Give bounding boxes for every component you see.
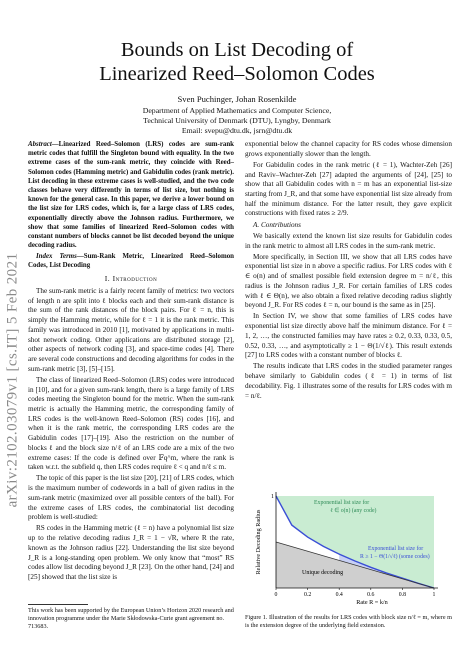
contributions-paragraph-3: In Section IV, we show that some families of LRS codes have exponential list size directly above half the minimum distance. For ℓ = 1, 2, …, the constructed families may have rates ≥ 0.2, 0.33, 0.33, 0.5, 0.52, 0.33, …, and asymptotically ≥ 1 − Θ(1/√ℓ). This result extends [27] to LRS codes with a constant number of blocks ℓ. [245,312,452,360]
x-tick-label: 0.2 [303,592,312,598]
x-tick-label: 0.6 [367,592,375,598]
abstract-text: —Linearized Reed–Solomon (LRS) codes are sum-rank metric codes that fulfill the Singleton bound with equality. In the two extreme cases of the sum-rank metric, they coincide with Reed–Solomon codes (Hamming metric) and Gabidulin codes (rank metric). List decoding in these extreme cases is well-studied, and the two code classes behave very differently in terms of list size, but nothing is known for the general case. In this paper, we derive a lower bound on the list size for LRS codes, which is, for a large class of LRS codes, exponentially directly above the Johnson radius. Furthermore, we show that some families of linearized Reed–Solomon codes with constant numbers of blocks cannot be list decoded beyond the unique decoding radius. [28,141,234,250]
index-terms-label: Index Terms [36,252,77,260]
right-paragraph-2: For Gabidulin codes in the rank metric (ℓ = 1), Wachter-Zeh [26] and Raviv–Wachter-Zeh [27] adapted the arguments of [24], [25] to show that all Gabidulin codes with n = m has an exponential list-size starting from J_R, and that some have exponential list size already from half the minimum distance. For the latter result, they gave explicit constructions with fixed rates ≥ 2/9. [245,160,452,218]
intro-paragraph-2: The class of linearized Reed–Solomon (LRS) codes were introduced in [10], and for a given sum-rank length, there is a large family of LRS codes meeting the Singleton bound for the metric. When the sum-rank metric is actually the Hamming metric, the corresponding family of LRS codes is the well-known Reed–Solomon (RS) codes [16], and when it is the rank metric, the corresponding LRS codes are the Gabidulin codes [17]–[19]. Also the restriction on the number of blocks ℓ and the block size n/ℓ of an LRS code are a mix of the two extreme cases: If the code is defined over 𝔽q^m, where the rank is taken w.r.t. the subfield q, then LRS codes require ℓ < q and n/ℓ ≤ m. [28,375,234,472]
x-tick-label: 0 [274,592,278,598]
x-tick-label: 0.8 [398,592,407,598]
affiliation-line2: Technical University of Denmark (DTU), Lyngby, Denmark [143,116,331,125]
affiliation-email: Email: svepu@dtu.dk, jsrn@dtu.dk [181,126,293,135]
green-region-label-line2: ℓ ∈ o(n) (any code) [330,508,377,514]
subsection-heading-contributions: A. Contributions [253,220,301,229]
arxiv-watermark [2,200,24,560]
left-column [28,140,234,584]
x-tick-labels [275,588,436,598]
green-region-label-line1: Exponential list size for [314,500,370,506]
contributions-paragraph-4: The results indicate that LRS codes in the studied parameter ranges behave similarly to Gabidulin codes (ℓ = 1) in terms of list decodability. Fig. 1 illustrates some of the results for LRS codes with m = n/ℓ. [245,362,452,400]
intro-paragraph-4: RS codes in the Hamming metric (ℓ = n) have a polynomial list size up to the relative decoding radius J_R = 1 − √R, where R the rate, known as the Johnson radius [22]. Understanding the list size beyond J_R is a long-standing open problem. We only know that “most” RS codes allow list decoding beyond J_R [23]. On the other hand, [24] and [25] showed that the list size is [28,524,234,581]
paper-title-line1: Bounds on List Decoding of [120,39,354,61]
footnote: This work has been supported by the European Union’s Horizon 2020 research and innovation programme under the Marie Skłodowska-Curie grant agreement no. 713683. [28,607,234,631]
footnote-rule [28,604,88,605]
intro-paragraph-1: The sum-rank metric is a fairly recent family of metrics: two vectors of length n are split into ℓ blocks each and their sum-rank distance is the sum of the rank distances of the block pairs. For ℓ = n, this is simply the Hamming metric, while for ℓ = 1 it is the rank metric. This family was introduced in 2010 [1], motivated by applications in multi-shot network coding. Other applications are distributed storage [2], other aspects of network coding [3], and space-time codes [4]. There are several code constructions and decoding algorithms for codes in the sum-rank metric [3], [5]–[15]. [28,287,234,373]
unique-decoding-label: Unique decoding [302,570,344,576]
right-column [245,140,452,403]
abstract [28,140,234,250]
section-heading-introduction: I. Introduction [104,274,158,284]
intro-paragraph-3: The topic of this paper is the list size [20], [21] of LRS codes, which is the maximum number of codewords in a ball of given radius in the sum-rank metric (maximized over all possible centers of the ball). For the extreme cases of LRS codes, the combinatorial list decoding problem is well-studied: [28,474,234,522]
blue-region-label-line1: Exponential list size for [368,546,424,552]
contributions-paragraph-2: More specifically, in Section III, we show that all LRS codes have exponential list size in n above a specific radius. For LRS codes with ℓ ∈ o(n) and of smallest possible field extension degree m = n/ℓ, this radius is the Johnson radius J_R. For certain families of LRS codes with ℓ ∈ Θ(n), we also obtain a fixed relative decoding radius slightly beyond J_R. For RS codes ℓ = n, our bound is the same as in [25]. [245,252,452,310]
arxiv-id: arXiv:2102.03079v1 [cs.IT] 5 Feb 2021 [4,252,21,508]
figure-caption: Figure 1. Illustration of the results for LRS codes with block size n/ℓ = m, where m is the extension degree of the underlying field extension. [245,614,452,630]
index-terms-text: —Sum-Rank Metric, Linearized Reed–Solomon Codes, List Decoding [28,252,234,270]
contributions-paragraph-1: We basically extend the known list size results for Gabidulin codes in the rank metric to almost all LRS codes in the sum-rank metric. [245,231,452,250]
x-tick-label: 1 [432,592,436,598]
figure-1-plot [252,490,452,608]
paper-title-line2: Linearized Reed–Solomon Codes [99,63,375,85]
affiliation-line1: Department of Applied Mathematics and Computer Science, [142,106,332,115]
blue-region-label-line2: R ≥ 1 − Θ(1/√ℓ) (some codes) [360,554,430,560]
index-terms [28,252,234,270]
x-tick-label: 0.4 [335,592,343,598]
right-paragraph-1: exponential below the channel capacity for RS codes whose dimension grows exponentially slower than the length. [245,140,452,158]
y-tick-1: 1 [271,494,274,500]
authors: Sven Puchinger, Johan Rosenkilde [177,94,297,104]
y-axis-label: Relative Decoding Radius [255,509,262,575]
x-axis-label: Rate R = k/n [356,599,388,606]
abstract-label: Abstract [28,141,52,148]
